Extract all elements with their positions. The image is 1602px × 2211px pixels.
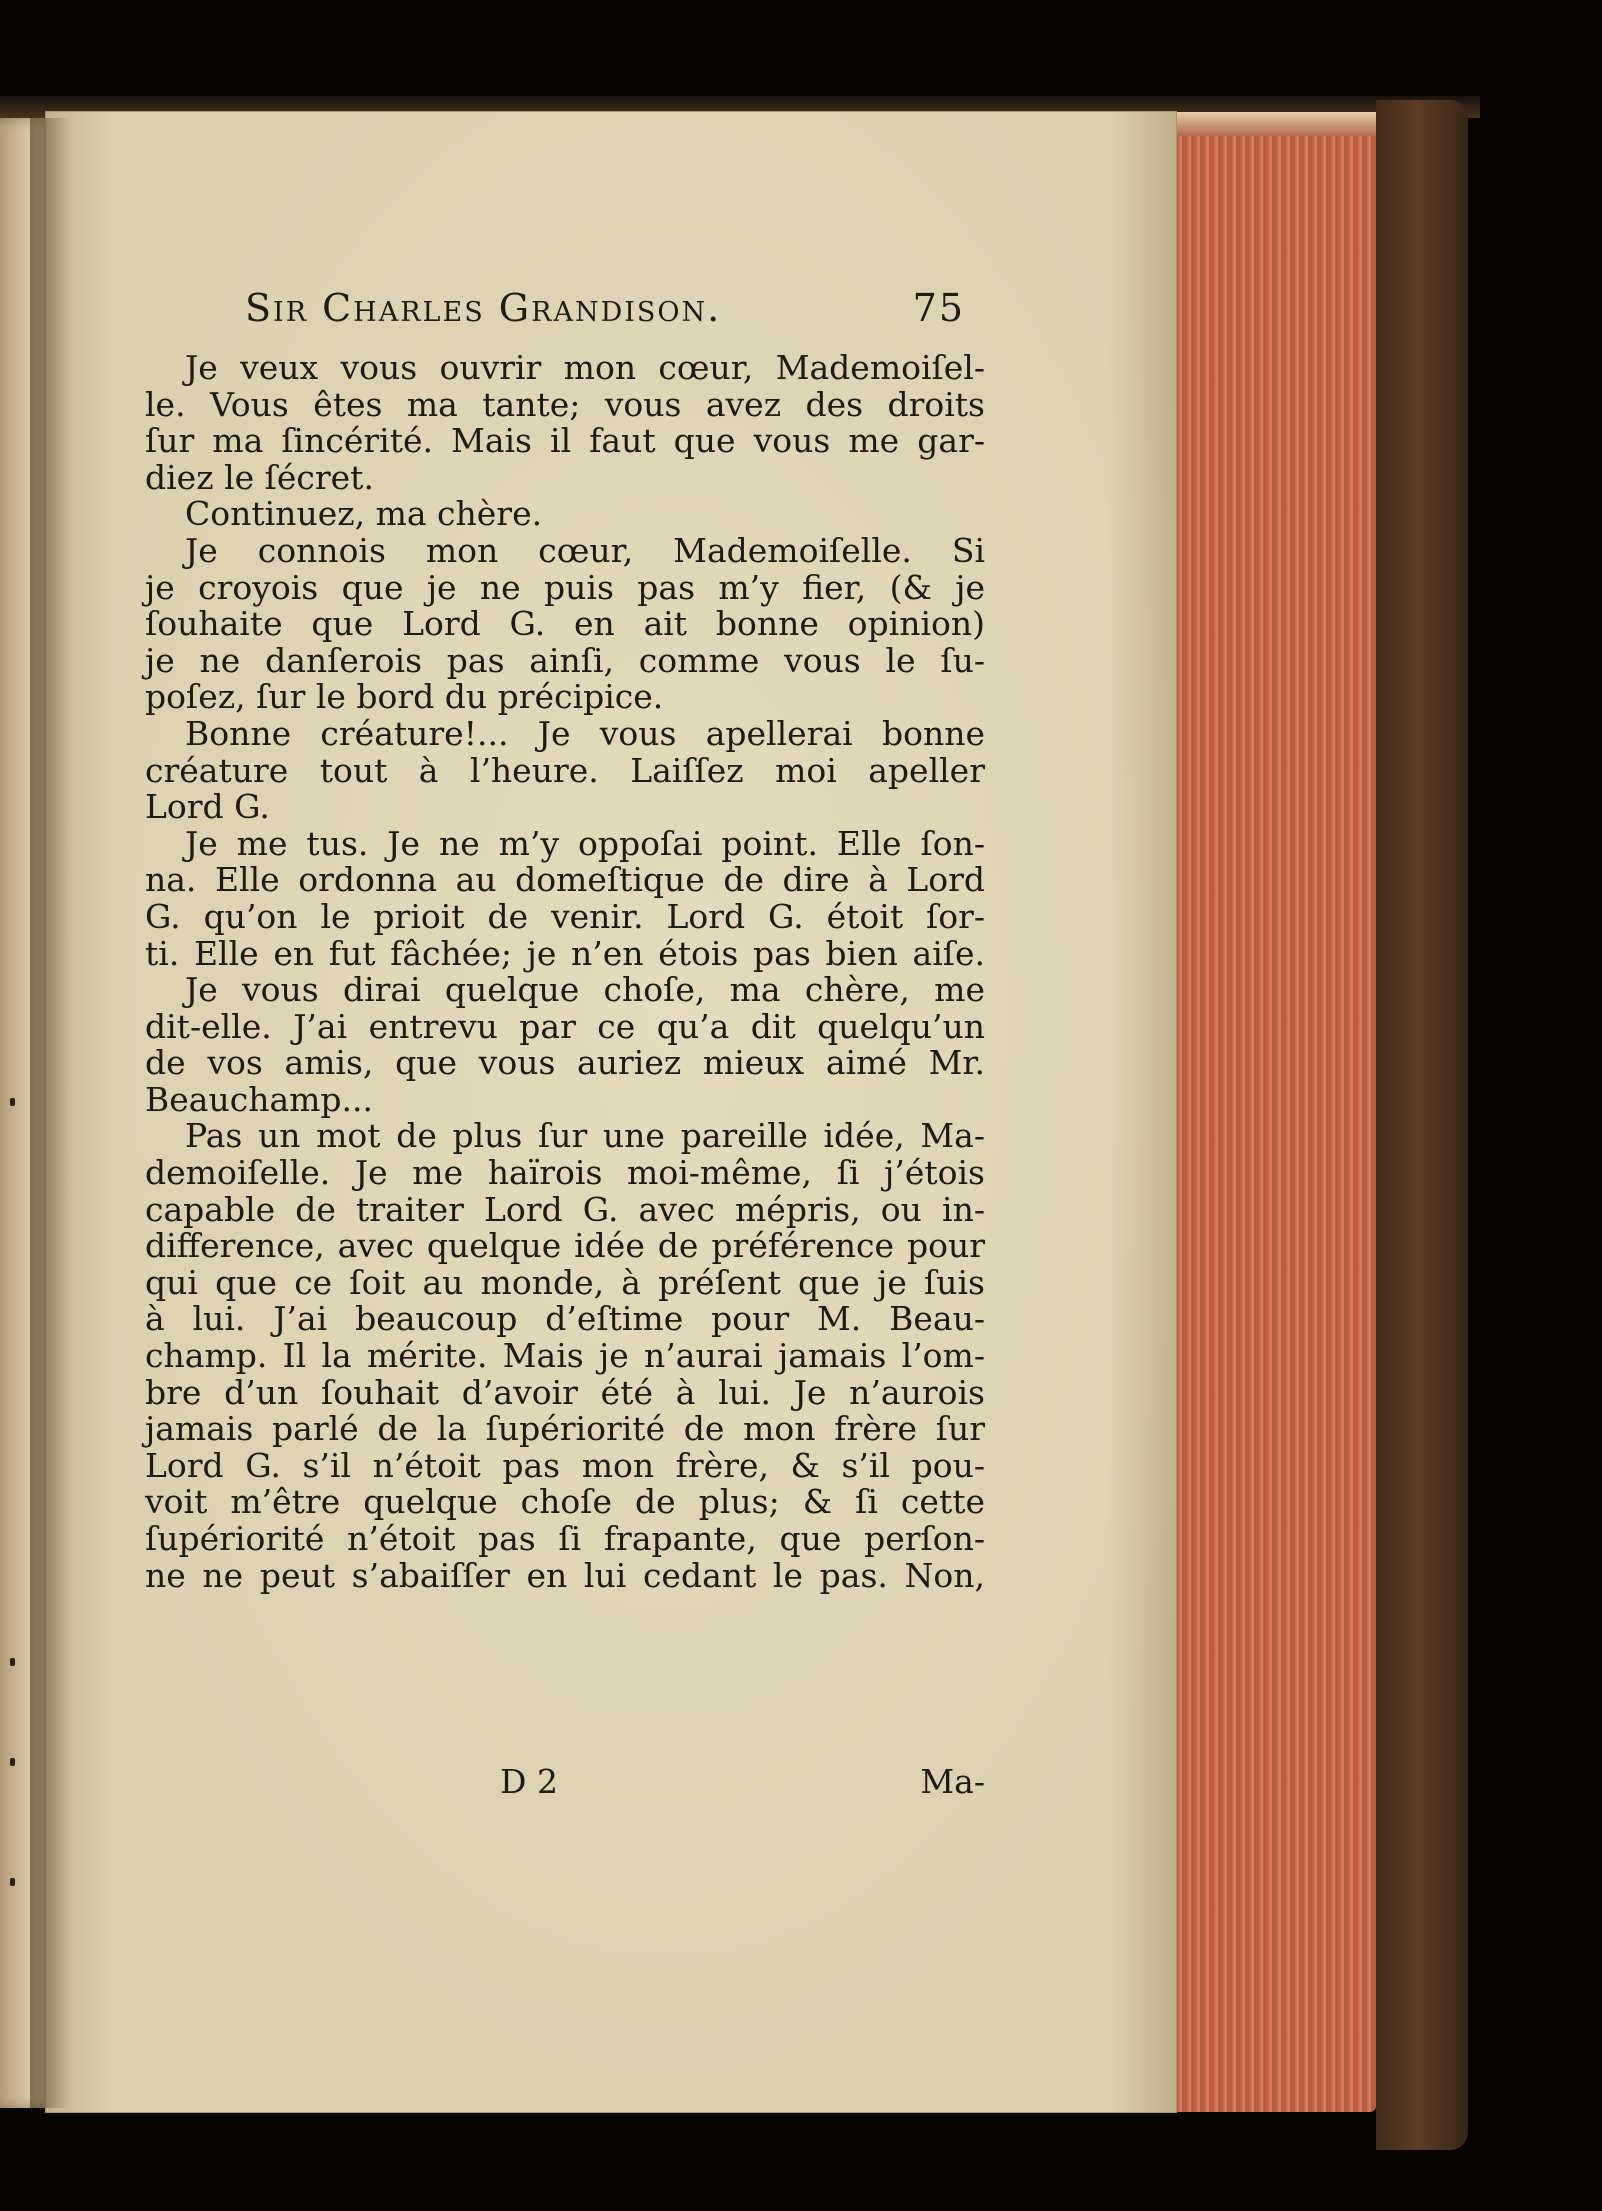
- text-line: demoiſelle. Je me haïrois moi-même, ſi j’étois: [145, 1153, 985, 1193]
- text-line: Je connois mon cœur, Mademoiſelle. Si: [185, 530, 985, 570]
- page-number: 75: [912, 286, 965, 330]
- text-line: Je veux vous ouvrir mon cœur, Mademoiſel-: [185, 348, 985, 387]
- page-edges: [1176, 112, 1376, 2112]
- text-line: G. qu’on le prioit de venir. Lord G. étoit ſor-: [145, 896, 985, 936]
- text-line: Je me tus. Je ne m’y oppoſai point. Elle ſon-: [185, 823, 985, 863]
- body-text: [145, 350, 985, 1594]
- margin-mark: [10, 1758, 15, 1766]
- margin-mark: [10, 1658, 15, 1666]
- text-line: ſouhaite que Lord G. en ait bonne opinion): [145, 604, 985, 644]
- text-line: champ. Il la mérite. Mais je n’aurai jamais l’om-: [145, 1336, 985, 1376]
- text-line: ne ne peut s’abaiſſer en lui cedant le pas. Non,: [145, 1555, 985, 1595]
- running-head: Sir Charles Grandison.: [245, 286, 722, 330]
- text-line: je croyois que je ne puis pas m’y fier, (& je: [145, 567, 985, 607]
- text-line: na. Elle ordonna au domeſtique de dire à Lord: [145, 860, 985, 900]
- text-line: ſur ma ſincérité. Mais il faut que vous me gar-: [145, 421, 985, 461]
- page-header: [245, 286, 965, 330]
- text-line: jamais parlé de la ſupériorité de mon frère ſur: [145, 1409, 985, 1449]
- margin-mark: [10, 1098, 15, 1106]
- text-line: bre d’un ſouhait d’avoir été à lui. Je n’aurois: [145, 1372, 985, 1412]
- margin-mark: [10, 1878, 15, 1886]
- text-line: à lui. J’ai beaucoup d’eſtime pour M. Beau-: [145, 1299, 985, 1339]
- text-line: de vos amis, que vous auriez mieux aimé Mr.: [145, 1043, 985, 1083]
- text-line: Je vous dirai quelque choſe, ma chère, me: [185, 970, 985, 1010]
- page-edges-top: [1176, 112, 1376, 136]
- text-line: qui que ce ſoit au monde, à préſent que je ſuis: [145, 1262, 985, 1302]
- text-line: capable de traiter Lord G. avec mépris, ou in-: [145, 1189, 985, 1229]
- text-line: ti. Elle en fut fâchée; je n’en étois pas bien aiſe.: [145, 933, 985, 973]
- text-line: Continuez, ma chère.: [185, 494, 543, 534]
- text-line: diez le ſécret.: [145, 457, 374, 497]
- text-line: ſupériorité n’étoit pas ſi frapante, que perſon-: [145, 1519, 985, 1558]
- text-line: Pas un mot de plus ſur une pareille idée, Ma-: [185, 1116, 985, 1156]
- text-line: voit m’être quelque choſe de plus; & ſi cette: [145, 1482, 985, 1522]
- text-line: le. Vous êtes ma tante; vous avez des droits: [145, 384, 985, 424]
- text-line: Bonne créature!... Je vous apellerai bonne: [185, 713, 985, 753]
- text-line: poſez, ſur le bord du précipice.: [145, 677, 664, 717]
- book-binding: [1376, 100, 1468, 2150]
- text-line: créature tout à l’heure. Laiſſez moi apeller: [145, 750, 985, 790]
- gutter-shadow: [30, 118, 70, 2108]
- text-line: Beauchamp...: [145, 1079, 374, 1119]
- signature-mark: D 2: [500, 1762, 558, 1801]
- text-line: je ne danſerois pas ainſi, comme vous le ſu-: [145, 640, 985, 680]
- text-line: Lord G.: [145, 787, 270, 827]
- text-line: Lord G. s’il n’étoit pas mon frère, & s’il pou-: [145, 1445, 985, 1485]
- text-line: difference, avec quelque idée de préférence pour: [145, 1226, 985, 1266]
- page-footer: [145, 1762, 985, 1801]
- text-line: dit-elle. J’ai entrevu par ce qu’a dit quelqu’un: [145, 1006, 985, 1046]
- catchword: Ma-: [920, 1762, 985, 1801]
